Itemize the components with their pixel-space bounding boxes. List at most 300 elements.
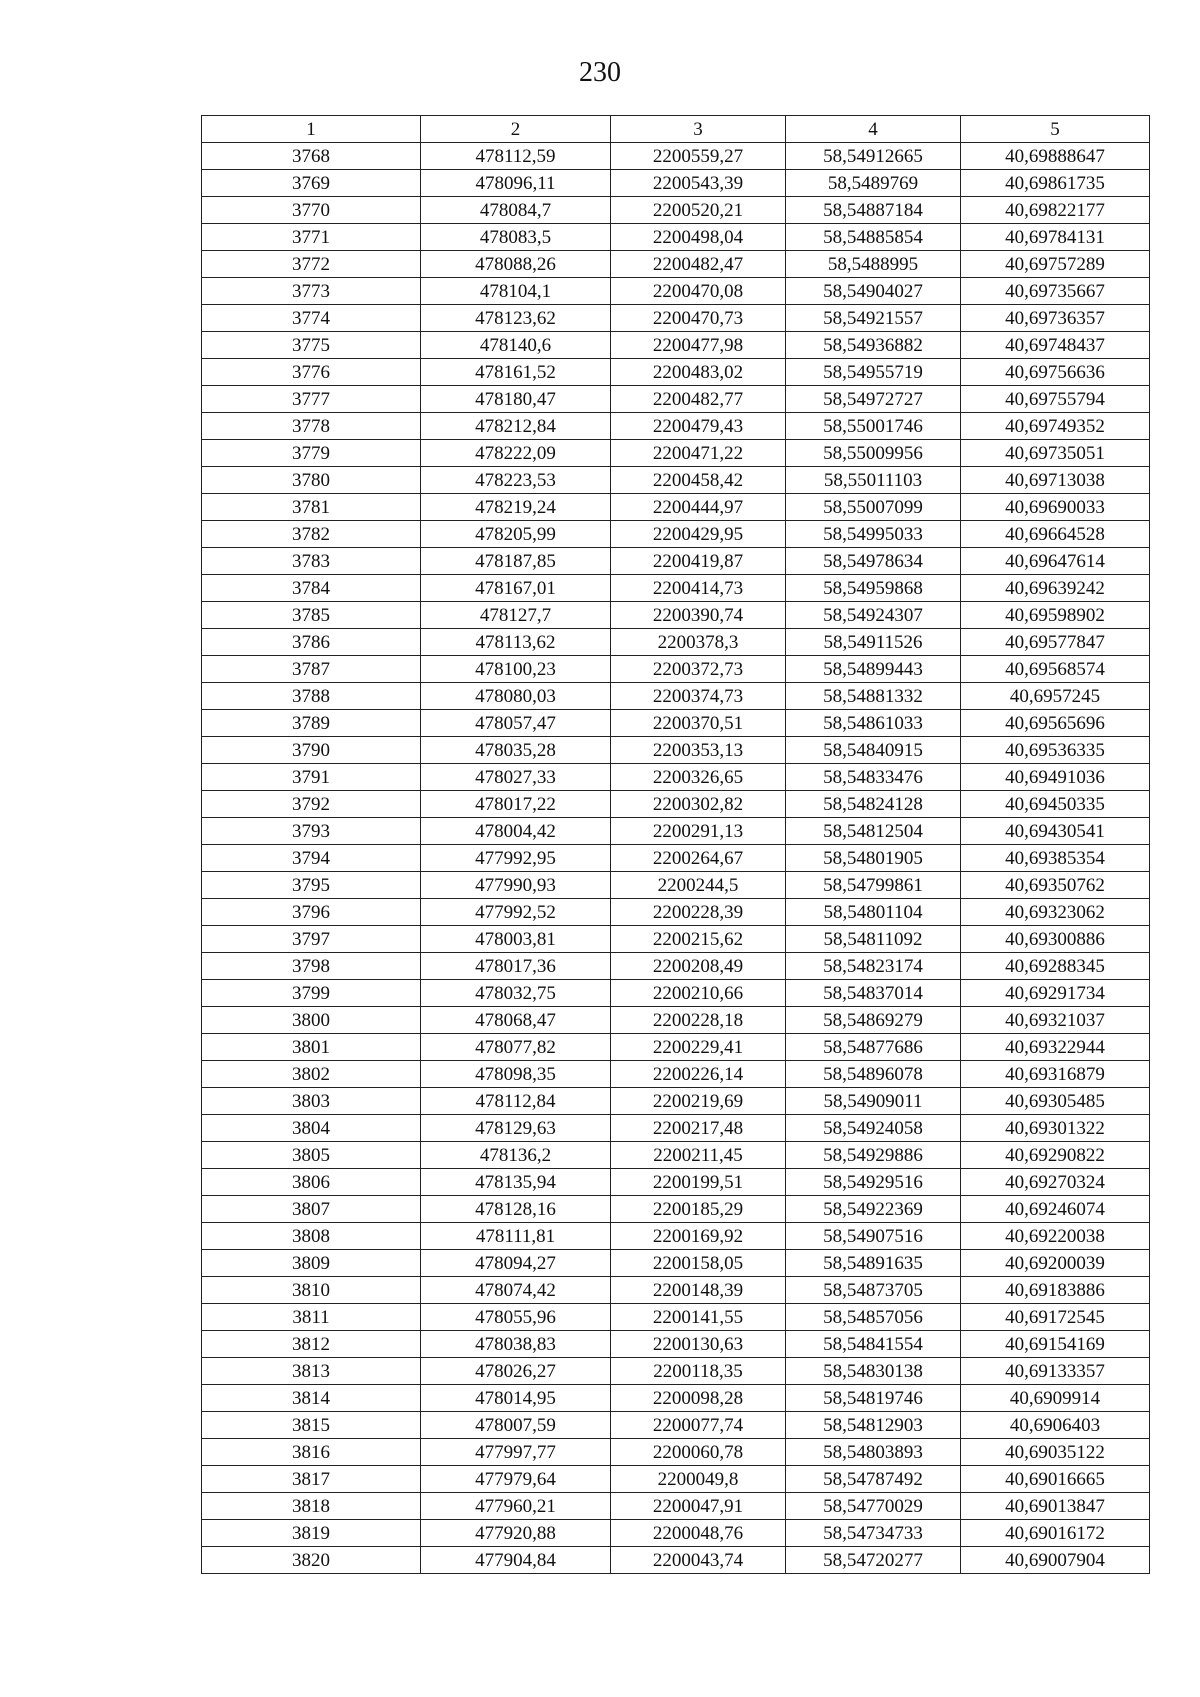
table-cell: 2200048,76 xyxy=(611,1520,786,1547)
column-header: 1 xyxy=(202,116,421,143)
table-cell: 40,69749352 xyxy=(961,413,1150,440)
table-cell: 478161,52 xyxy=(421,359,611,386)
table-cell: 478096,11 xyxy=(421,170,611,197)
table-cell: 40,69323062 xyxy=(961,899,1150,926)
table-row xyxy=(202,1277,1150,1304)
table-row xyxy=(202,278,1150,305)
table-cell: 2200374,73 xyxy=(611,683,786,710)
table-cell: 478003,81 xyxy=(421,926,611,953)
table-cell: 478180,47 xyxy=(421,386,611,413)
table-cell: 58,54911526 xyxy=(786,629,961,656)
table-cell: 477997,77 xyxy=(421,1439,611,1466)
table-cell: 40,69013847 xyxy=(961,1493,1150,1520)
table-cell: 2200471,22 xyxy=(611,440,786,467)
table-cell: 3820 xyxy=(202,1547,421,1574)
table-cell: 477992,52 xyxy=(421,899,611,926)
table-cell: 478080,03 xyxy=(421,683,611,710)
table-cell: 40,69220038 xyxy=(961,1223,1150,1250)
table-row xyxy=(202,1007,1150,1034)
table-cell: 58,54833476 xyxy=(786,764,961,791)
table-cell: 3774 xyxy=(202,305,421,332)
table-cell: 2200470,08 xyxy=(611,278,786,305)
table-cell: 3780 xyxy=(202,467,421,494)
table-cell: 58,54909011 xyxy=(786,1088,961,1115)
table-row xyxy=(202,1385,1150,1412)
table-row xyxy=(202,1520,1150,1547)
table-cell: 58,54861033 xyxy=(786,710,961,737)
table-cell: 478068,47 xyxy=(421,1007,611,1034)
table-cell: 3769 xyxy=(202,170,421,197)
table-cell: 2200520,21 xyxy=(611,197,786,224)
table-row xyxy=(202,170,1150,197)
table-cell: 40,69288345 xyxy=(961,953,1150,980)
table-row xyxy=(202,224,1150,251)
table-cell: 40,69748437 xyxy=(961,332,1150,359)
table-cell: 478094,27 xyxy=(421,1250,611,1277)
table-cell: 2200185,29 xyxy=(611,1196,786,1223)
table-cell: 40,69290822 xyxy=(961,1142,1150,1169)
table-row xyxy=(202,602,1150,629)
table-cell: 2200414,73 xyxy=(611,575,786,602)
table-cell: 40,69861735 xyxy=(961,170,1150,197)
table-cell: 2200217,48 xyxy=(611,1115,786,1142)
table-cell: 2200043,74 xyxy=(611,1547,786,1574)
table-cell: 58,54824128 xyxy=(786,791,961,818)
column-header: 2 xyxy=(421,116,611,143)
table-row xyxy=(202,143,1150,170)
table-cell: 40,69016172 xyxy=(961,1520,1150,1547)
table-cell: 40,69536335 xyxy=(961,737,1150,764)
table-cell: 40,6906403 xyxy=(961,1412,1150,1439)
table-cell: 3818 xyxy=(202,1493,421,1520)
table-cell: 3802 xyxy=(202,1061,421,1088)
table-cell: 58,54840915 xyxy=(786,737,961,764)
table-cell: 2200244,5 xyxy=(611,872,786,899)
table-cell: 478129,63 xyxy=(421,1115,611,1142)
table-cell: 478057,47 xyxy=(421,710,611,737)
coordinates-table xyxy=(201,115,1150,1574)
table-cell: 58,54830138 xyxy=(786,1358,961,1385)
table-cell: 478111,81 xyxy=(421,1223,611,1250)
table-cell: 478104,1 xyxy=(421,278,611,305)
table-row xyxy=(202,629,1150,656)
table-cell: 40,69450335 xyxy=(961,791,1150,818)
table-cell: 3788 xyxy=(202,683,421,710)
table-cell: 3798 xyxy=(202,953,421,980)
table-cell: 2200199,51 xyxy=(611,1169,786,1196)
table-cell: 58,54801104 xyxy=(786,899,961,926)
table-cell: 58,54803893 xyxy=(786,1439,961,1466)
table-cell: 58,54929886 xyxy=(786,1142,961,1169)
table-header-row xyxy=(202,116,1150,143)
table-cell: 478055,96 xyxy=(421,1304,611,1331)
table-cell: 40,69300886 xyxy=(961,926,1150,953)
table-cell: 40,69035122 xyxy=(961,1439,1150,1466)
table-cell: 58,54891635 xyxy=(786,1250,961,1277)
table-cell: 3801 xyxy=(202,1034,421,1061)
table-row xyxy=(202,791,1150,818)
table-cell: 40,6909914 xyxy=(961,1385,1150,1412)
table-cell: 477992,95 xyxy=(421,845,611,872)
table-cell: 40,69350762 xyxy=(961,872,1150,899)
table-cell: 3804 xyxy=(202,1115,421,1142)
table-cell: 3775 xyxy=(202,332,421,359)
table-cell: 58,54912665 xyxy=(786,143,961,170)
table-cell: 40,69756636 xyxy=(961,359,1150,386)
table-cell: 3783 xyxy=(202,548,421,575)
table-cell: 40,69301322 xyxy=(961,1115,1150,1142)
table-cell: 2200118,35 xyxy=(611,1358,786,1385)
table-cell: 3789 xyxy=(202,710,421,737)
table-cell: 2200098,28 xyxy=(611,1385,786,1412)
table-cell: 40,69270324 xyxy=(961,1169,1150,1196)
table-cell: 58,54924058 xyxy=(786,1115,961,1142)
table-row xyxy=(202,440,1150,467)
table-cell: 3812 xyxy=(202,1331,421,1358)
table-row xyxy=(202,656,1150,683)
table-cell: 40,69577847 xyxy=(961,629,1150,656)
table-cell: 58,54720277 xyxy=(786,1547,961,1574)
table-cell: 40,69007904 xyxy=(961,1547,1150,1574)
table-cell: 478123,62 xyxy=(421,305,611,332)
table-row xyxy=(202,764,1150,791)
table-cell: 2200148,39 xyxy=(611,1277,786,1304)
table-cell: 3805 xyxy=(202,1142,421,1169)
table-cell: 40,69305485 xyxy=(961,1088,1150,1115)
table-cell: 58,54995033 xyxy=(786,521,961,548)
table-cell: 40,69172545 xyxy=(961,1304,1150,1331)
table-cell: 58,55011103 xyxy=(786,467,961,494)
table-cell: 2200479,43 xyxy=(611,413,786,440)
table-cell: 478223,53 xyxy=(421,467,611,494)
table-cell: 2200483,02 xyxy=(611,359,786,386)
table-cell: 478113,62 xyxy=(421,629,611,656)
table-row xyxy=(202,1250,1150,1277)
table-cell: 2200477,98 xyxy=(611,332,786,359)
table-cell: 58,54959868 xyxy=(786,575,961,602)
table-cell: 3800 xyxy=(202,1007,421,1034)
table-cell: 478140,6 xyxy=(421,332,611,359)
table-cell: 58,54823174 xyxy=(786,953,961,980)
table-cell: 2200219,69 xyxy=(611,1088,786,1115)
table-cell: 58,54899443 xyxy=(786,656,961,683)
table-row xyxy=(202,1169,1150,1196)
table-cell: 40,69690033 xyxy=(961,494,1150,521)
table-row xyxy=(202,683,1150,710)
table-cell: 58,54869279 xyxy=(786,1007,961,1034)
table-row xyxy=(202,386,1150,413)
table-cell: 58,54819746 xyxy=(786,1385,961,1412)
table-cell: 2200458,42 xyxy=(611,467,786,494)
table-cell: 2200229,41 xyxy=(611,1034,786,1061)
table-cell: 478222,09 xyxy=(421,440,611,467)
table-cell: 40,69598902 xyxy=(961,602,1150,629)
table-row xyxy=(202,1115,1150,1142)
table-cell: 58,5489769 xyxy=(786,170,961,197)
table-row xyxy=(202,1061,1150,1088)
table-row xyxy=(202,1493,1150,1520)
table-cell: 478007,59 xyxy=(421,1412,611,1439)
table-cell: 3796 xyxy=(202,899,421,926)
table-row xyxy=(202,1223,1150,1250)
table-cell: 58,54907516 xyxy=(786,1223,961,1250)
column-header: 4 xyxy=(786,116,961,143)
column-header: 3 xyxy=(611,116,786,143)
table-cell: 2200470,73 xyxy=(611,305,786,332)
table-row xyxy=(202,1088,1150,1115)
table-row xyxy=(202,845,1150,872)
table-row xyxy=(202,1547,1150,1574)
table-cell: 40,69316879 xyxy=(961,1061,1150,1088)
table-row xyxy=(202,1034,1150,1061)
table-cell: 3809 xyxy=(202,1250,421,1277)
table-cell: 2200302,82 xyxy=(611,791,786,818)
table-cell: 3797 xyxy=(202,926,421,953)
table-row xyxy=(202,1142,1150,1169)
table-cell: 58,54904027 xyxy=(786,278,961,305)
table-cell: 58,54924307 xyxy=(786,602,961,629)
table-cell: 40,69713038 xyxy=(961,467,1150,494)
table-cell: 58,54887184 xyxy=(786,197,961,224)
table-row xyxy=(202,1439,1150,1466)
table-cell: 2200158,05 xyxy=(611,1250,786,1277)
table-cell: 2200141,55 xyxy=(611,1304,786,1331)
table-cell: 40,69888647 xyxy=(961,143,1150,170)
table-cell: 2200047,91 xyxy=(611,1493,786,1520)
table-row xyxy=(202,359,1150,386)
table-cell: 2200228,18 xyxy=(611,1007,786,1034)
table-cell: 2200210,66 xyxy=(611,980,786,1007)
table-cell: 2200060,78 xyxy=(611,1439,786,1466)
table-cell: 2200559,27 xyxy=(611,143,786,170)
table-cell: 2200444,97 xyxy=(611,494,786,521)
table-cell: 58,54877686 xyxy=(786,1034,961,1061)
table-cell: 3808 xyxy=(202,1223,421,1250)
table-cell: 478038,83 xyxy=(421,1331,611,1358)
table-cell: 3782 xyxy=(202,521,421,548)
table-cell: 40,69784131 xyxy=(961,224,1150,251)
table-row xyxy=(202,1196,1150,1223)
table-row xyxy=(202,926,1150,953)
page-number: 230 xyxy=(579,57,621,88)
table-cell: 58,54978634 xyxy=(786,548,961,575)
table-cell: 2200419,87 xyxy=(611,548,786,575)
table-cell: 3773 xyxy=(202,278,421,305)
table-cell: 58,54787492 xyxy=(786,1466,961,1493)
table-cell: 3786 xyxy=(202,629,421,656)
table-cell: 478084,7 xyxy=(421,197,611,224)
table-cell: 58,55001746 xyxy=(786,413,961,440)
table-cell: 40,69016665 xyxy=(961,1466,1150,1493)
column-header: 5 xyxy=(961,116,1150,143)
table-cell: 40,69647614 xyxy=(961,548,1150,575)
table-cell: 3770 xyxy=(202,197,421,224)
table-cell: 40,69735667 xyxy=(961,278,1150,305)
table-cell: 2200049,8 xyxy=(611,1466,786,1493)
table-cell: 2200169,92 xyxy=(611,1223,786,1250)
table-cell: 3806 xyxy=(202,1169,421,1196)
table-row xyxy=(202,305,1150,332)
table-row xyxy=(202,197,1150,224)
table-cell: 478167,01 xyxy=(421,575,611,602)
table-cell: 3768 xyxy=(202,143,421,170)
table-cell: 2200498,04 xyxy=(611,224,786,251)
table-cell: 478083,5 xyxy=(421,224,611,251)
table-row xyxy=(202,899,1150,926)
table-cell: 478100,23 xyxy=(421,656,611,683)
table-cell: 478112,84 xyxy=(421,1088,611,1115)
table-row xyxy=(202,980,1150,1007)
table-cell: 3813 xyxy=(202,1358,421,1385)
table-cell: 3799 xyxy=(202,980,421,1007)
table-cell: 2200226,14 xyxy=(611,1061,786,1088)
table-cell: 3771 xyxy=(202,224,421,251)
table-cell: 3794 xyxy=(202,845,421,872)
table-cell: 2200390,74 xyxy=(611,602,786,629)
table-row xyxy=(202,818,1150,845)
table-cell: 40,69568574 xyxy=(961,656,1150,683)
table-cell: 478187,85 xyxy=(421,548,611,575)
table-cell: 2200228,39 xyxy=(611,899,786,926)
table-cell: 478014,95 xyxy=(421,1385,611,1412)
table-cell: 2200370,51 xyxy=(611,710,786,737)
table-cell: 58,54881332 xyxy=(786,683,961,710)
table-cell: 58,54972727 xyxy=(786,386,961,413)
table-cell: 478026,27 xyxy=(421,1358,611,1385)
table-cell: 477960,21 xyxy=(421,1493,611,1520)
table-cell: 40,69291734 xyxy=(961,980,1150,1007)
table-cell: 3776 xyxy=(202,359,421,386)
table-row xyxy=(202,467,1150,494)
table-cell: 3791 xyxy=(202,764,421,791)
table-cell: 40,69736357 xyxy=(961,305,1150,332)
table-cell: 3814 xyxy=(202,1385,421,1412)
table-cell: 2200130,63 xyxy=(611,1331,786,1358)
table-cell: 3819 xyxy=(202,1520,421,1547)
table-cell: 40,69822177 xyxy=(961,197,1150,224)
table-cell: 3810 xyxy=(202,1277,421,1304)
table-cell: 40,69755794 xyxy=(961,386,1150,413)
table-cell: 40,69322944 xyxy=(961,1034,1150,1061)
table-row xyxy=(202,1466,1150,1493)
table-row xyxy=(202,575,1150,602)
table-row xyxy=(202,1412,1150,1439)
table-cell: 478088,26 xyxy=(421,251,611,278)
table-cell: 40,69664528 xyxy=(961,521,1150,548)
table-cell: 3816 xyxy=(202,1439,421,1466)
table-cell: 58,54799861 xyxy=(786,872,961,899)
table-row xyxy=(202,521,1150,548)
table-cell: 478136,2 xyxy=(421,1142,611,1169)
table-cell: 3787 xyxy=(202,656,421,683)
table-cell: 478004,42 xyxy=(421,818,611,845)
table-cell: 478032,75 xyxy=(421,980,611,1007)
table-cell: 3781 xyxy=(202,494,421,521)
table-cell: 40,69757289 xyxy=(961,251,1150,278)
table-cell: 477990,93 xyxy=(421,872,611,899)
table-cell: 58,54812504 xyxy=(786,818,961,845)
table-row xyxy=(202,710,1150,737)
table-cell: 58,54955719 xyxy=(786,359,961,386)
table-row xyxy=(202,737,1150,764)
table-cell: 3815 xyxy=(202,1412,421,1439)
table-cell: 478128,16 xyxy=(421,1196,611,1223)
table-cell: 3795 xyxy=(202,872,421,899)
table-cell: 478017,36 xyxy=(421,953,611,980)
table-cell: 40,69246074 xyxy=(961,1196,1150,1223)
table-cell: 3793 xyxy=(202,818,421,845)
table-cell: 2200208,49 xyxy=(611,953,786,980)
table-cell: 3772 xyxy=(202,251,421,278)
table-cell: 58,54896078 xyxy=(786,1061,961,1088)
table-cell: 3778 xyxy=(202,413,421,440)
table-cell: 3785 xyxy=(202,602,421,629)
table-cell: 2200215,62 xyxy=(611,926,786,953)
table-cell: 58,54841554 xyxy=(786,1331,961,1358)
table-cell: 58,54812903 xyxy=(786,1412,961,1439)
table-cell: 478017,22 xyxy=(421,791,611,818)
table-cell: 2200326,65 xyxy=(611,764,786,791)
table-cell: 478205,99 xyxy=(421,521,611,548)
table-cell: 478027,33 xyxy=(421,764,611,791)
table-cell: 58,54857056 xyxy=(786,1304,961,1331)
table-cell: 2200429,95 xyxy=(611,521,786,548)
table-cell: 3803 xyxy=(202,1088,421,1115)
table-cell: 58,54873705 xyxy=(786,1277,961,1304)
table-cell: 40,69430541 xyxy=(961,818,1150,845)
table-cell: 478127,7 xyxy=(421,602,611,629)
table-cell: 3811 xyxy=(202,1304,421,1331)
table-row xyxy=(202,494,1150,521)
table-cell: 40,69491036 xyxy=(961,764,1150,791)
table-cell: 2200378,3 xyxy=(611,629,786,656)
table-cell: 2200353,13 xyxy=(611,737,786,764)
table-cell: 40,6957245 xyxy=(961,683,1150,710)
table-cell: 58,54837014 xyxy=(786,980,961,1007)
table-cell: 40,69639242 xyxy=(961,575,1150,602)
table-cell: 58,55009956 xyxy=(786,440,961,467)
table-cell: 478074,42 xyxy=(421,1277,611,1304)
table-cell: 2200543,39 xyxy=(611,170,786,197)
table-cell: 478219,24 xyxy=(421,494,611,521)
table-cell: 478212,84 xyxy=(421,413,611,440)
table-cell: 58,5488995 xyxy=(786,251,961,278)
table-cell: 40,69565696 xyxy=(961,710,1150,737)
table-row xyxy=(202,251,1150,278)
table-cell: 2200482,77 xyxy=(611,386,786,413)
table-cell: 3817 xyxy=(202,1466,421,1493)
table-row xyxy=(202,413,1150,440)
table-cell: 40,69385354 xyxy=(961,845,1150,872)
table-cell: 40,69154169 xyxy=(961,1331,1150,1358)
table-cell: 477904,84 xyxy=(421,1547,611,1574)
table-cell: 58,54922369 xyxy=(786,1196,961,1223)
table-cell: 477920,88 xyxy=(421,1520,611,1547)
table-cell: 58,54929516 xyxy=(786,1169,961,1196)
table-cell: 3807 xyxy=(202,1196,421,1223)
table-cell: 58,54770029 xyxy=(786,1493,961,1520)
table-row xyxy=(202,1304,1150,1331)
table-cell: 2200291,13 xyxy=(611,818,786,845)
table-cell: 478077,82 xyxy=(421,1034,611,1061)
table-cell: 478035,28 xyxy=(421,737,611,764)
table-cell: 58,54734733 xyxy=(786,1520,961,1547)
table-cell: 478112,59 xyxy=(421,143,611,170)
table-cell: 58,55007099 xyxy=(786,494,961,521)
table-cell: 40,69133357 xyxy=(961,1358,1150,1385)
table-cell: 478098,35 xyxy=(421,1061,611,1088)
table-cell: 3779 xyxy=(202,440,421,467)
